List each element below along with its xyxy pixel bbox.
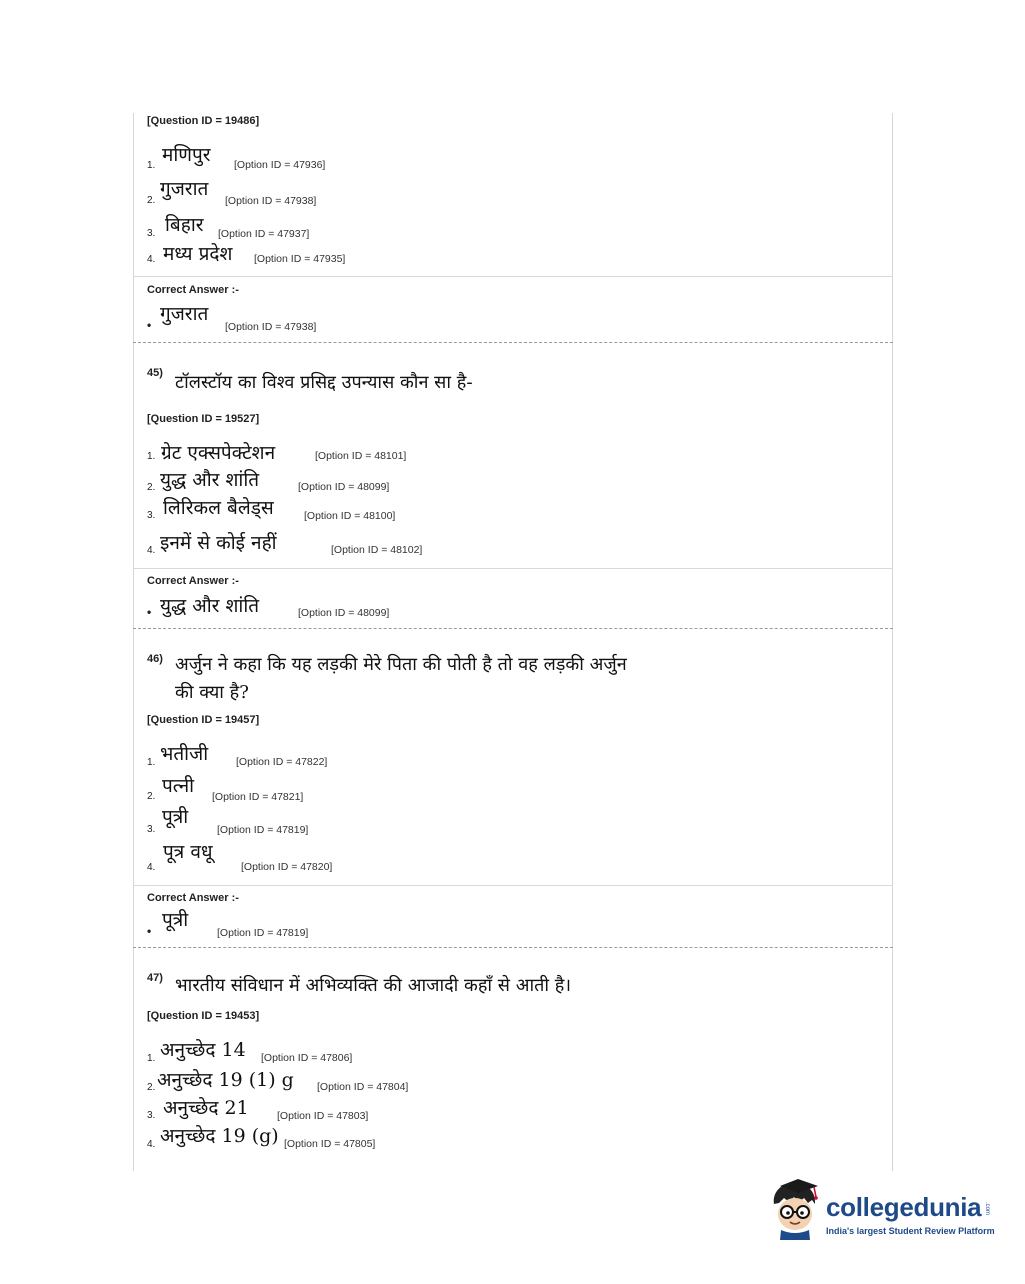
question-id: [Question ID = 19527] bbox=[147, 413, 260, 425]
correct-answer-option-id: [Option ID = 47819] bbox=[217, 927, 309, 939]
option-id: [Option ID = 47935] bbox=[254, 253, 346, 265]
option-number: 4. bbox=[147, 1139, 156, 1150]
correct-answer-bullet: • bbox=[147, 318, 152, 332]
option-number: 4. bbox=[147, 545, 156, 556]
option-number: 2. bbox=[147, 482, 156, 493]
correct-answer-label: Correct Answer :- bbox=[147, 284, 239, 296]
option-id: [Option ID = 47938] bbox=[225, 195, 317, 207]
option-id: [Option ID = 47936] bbox=[234, 159, 326, 171]
mascot-icon bbox=[766, 1178, 824, 1246]
option-number: 2. bbox=[147, 195, 156, 206]
option-id: [Option ID = 47819] bbox=[217, 824, 309, 836]
question-divider bbox=[133, 628, 893, 629]
option-id: [Option ID = 47820] bbox=[241, 861, 333, 873]
section-divider bbox=[133, 885, 893, 886]
option-id: [Option ID = 47803] bbox=[277, 1110, 369, 1122]
correct-answer-text: गुजरात bbox=[160, 303, 209, 325]
option-text: मणिपुर bbox=[162, 144, 211, 166]
option-id: [Option ID = 47804] bbox=[317, 1081, 409, 1093]
option-text: गुजरात bbox=[160, 178, 209, 200]
option-text: पूत्री bbox=[162, 806, 189, 828]
question-number: 45) bbox=[147, 367, 163, 379]
question-id: [Question ID = 19457] bbox=[147, 714, 260, 726]
option-number: 3. bbox=[147, 824, 156, 835]
option-number: 1. bbox=[147, 1053, 156, 1064]
option-id: [Option ID = 47806] bbox=[261, 1052, 353, 1064]
option-id: [Option ID = 48099] bbox=[298, 481, 390, 493]
question-number: 46) bbox=[147, 653, 163, 665]
option-number: 3. bbox=[147, 510, 156, 521]
question-text: भारतीय संविधान में अभिव्यक्ति की आजादी कहाँ से आती है। bbox=[175, 975, 572, 996]
correct-answer-label: Correct Answer :- bbox=[147, 892, 239, 904]
option-number: 3. bbox=[147, 228, 156, 239]
collegedunia-logo[interactable] bbox=[766, 1178, 996, 1248]
section-divider bbox=[133, 568, 893, 569]
option-text: अनुच्छेद 14 bbox=[160, 1039, 246, 1061]
correct-answer-label: Correct Answer :- bbox=[147, 575, 239, 587]
correct-answer-option-id: [Option ID = 47938] bbox=[225, 321, 317, 333]
option-number: 1. bbox=[147, 160, 156, 171]
option-number: 4. bbox=[147, 862, 156, 873]
option-number: 1. bbox=[147, 757, 156, 768]
question-text: टॉलस्टॉय का विश्व प्रसिद्द उपन्यास कौन सा है- bbox=[175, 372, 473, 393]
correct-answer-option-id: [Option ID = 48099] bbox=[298, 607, 390, 619]
option-text: मध्य प्रदेश bbox=[163, 243, 233, 265]
question-divider bbox=[133, 947, 893, 948]
option-text: लिरिकल बैलेड्स bbox=[163, 497, 274, 519]
question-id: [Question ID = 19486] bbox=[147, 115, 260, 127]
logo-domain: .com bbox=[984, 1202, 990, 1216]
option-number: 3. bbox=[147, 1110, 156, 1121]
correct-answer-bullet: • bbox=[147, 924, 152, 938]
correct-answer-bullet: • bbox=[147, 605, 152, 619]
option-id: [Option ID = 47822] bbox=[236, 756, 328, 768]
question-id: [Question ID = 19453] bbox=[147, 1010, 260, 1022]
option-id: [Option ID = 48102] bbox=[331, 544, 423, 556]
option-text: अनुच्छेद 21 bbox=[163, 1097, 249, 1119]
option-text: बिहार bbox=[165, 214, 204, 236]
option-number: 4. bbox=[147, 254, 156, 265]
correct-answer-text: पूत्री bbox=[162, 909, 189, 931]
logo-wordmark: collegedunia bbox=[826, 1192, 982, 1222]
option-number: 2. bbox=[147, 1082, 156, 1093]
option-text: इनमें से कोई नहीं bbox=[160, 532, 277, 554]
option-text: अनुच्छेद 19 (1) g bbox=[157, 1069, 294, 1091]
option-number: 2. bbox=[147, 791, 156, 802]
option-text: पूत्र वधू bbox=[163, 841, 213, 863]
logo-tagline: India's largest Student Review Platform bbox=[826, 1226, 995, 1236]
option-text: पत्नी bbox=[162, 775, 195, 797]
option-number: 1. bbox=[147, 451, 156, 462]
question-text-line2: की क्या है? bbox=[175, 682, 249, 703]
question-divider bbox=[133, 342, 893, 343]
option-text: युद्ध और शांति bbox=[160, 469, 260, 491]
question-text-line1: अर्जुन ने कहा कि यह लड़की मेरे पिता की पोती है तो वह लड़की अर्जुन bbox=[175, 654, 627, 675]
option-id: [Option ID = 47805] bbox=[284, 1138, 376, 1150]
section-divider bbox=[133, 276, 893, 277]
option-text: ग्रेट एक्सपेक्टेशन bbox=[161, 442, 276, 464]
option-id: [Option ID = 48101] bbox=[315, 450, 407, 462]
question-number: 47) bbox=[147, 972, 163, 984]
correct-answer-text: युद्ध और शांति bbox=[160, 595, 260, 617]
option-id: [Option ID = 47821] bbox=[212, 791, 304, 803]
option-id: [Option ID = 47937] bbox=[218, 228, 310, 240]
option-text: भतीजी bbox=[160, 743, 209, 765]
option-id: [Option ID = 48100] bbox=[304, 510, 396, 522]
option-text: अनुच्छेद 19 (g) bbox=[160, 1125, 279, 1147]
